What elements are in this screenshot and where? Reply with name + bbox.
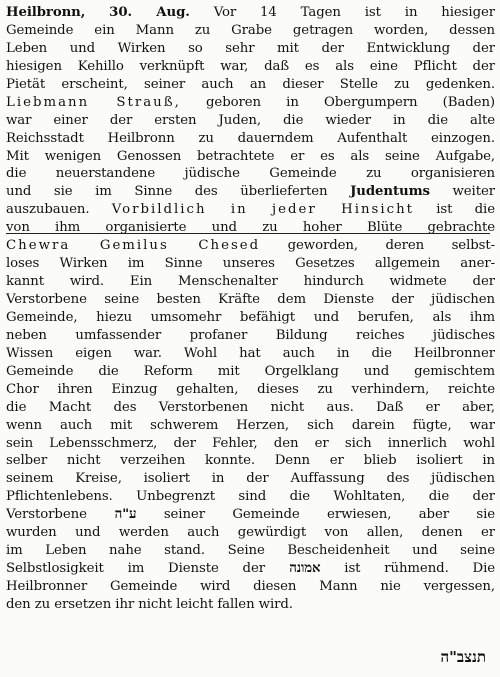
article-line: Reichsstadt Heilbronn zu dauerndem Aufenthalt einzogen.: [6, 130, 495, 146]
article-line: Leben und Wirken so sehr mit der Entwicklung der: [6, 40, 495, 56]
underline-rule: [6, 233, 490, 234]
line-text: weiter: [452, 184, 495, 200]
article-line: den zu ersetzen ihr nicht leicht fallen wird.: [6, 596, 293, 612]
article-line: Gemeinde, hiezu umsomehr befähigt und berufen, als ihm: [6, 309, 495, 325]
dateline-date: 30. Aug.: [109, 5, 190, 20]
article-line: die neuerstandene jüdische Gemeinde zu organisieren: [6, 166, 495, 182]
article-line: [6, 94, 495, 112]
line-text: auszubauen.: [6, 202, 90, 218]
article-line: im Leben nahe stand. Seine Bescheidenheit und seine: [6, 543, 495, 559]
article-line: kannt wird. Ein Menschenalter hindurch widmete der: [6, 274, 495, 290]
society-name: Chewra Gemilus Chesed: [6, 238, 261, 254]
hebrew-word-emunah: אמונה: [264, 561, 321, 577]
hebrew-abbreviation: ע"ה: [86, 507, 137, 523]
article-line: Mit wenigen Genossen betrachtete er es als seine Aufgabe,: [6, 148, 495, 164]
closing-blessing: תנצב"ה: [440, 648, 486, 666]
line-text: und sie im Sinne des überlieferten: [6, 184, 328, 200]
article-line: Verstorbene seine besten Kräfte dem Dienste der jüdischen: [6, 292, 495, 307]
line-text: geworden, deren selbst-: [260, 238, 495, 254]
article-line: hiesigen Kehillo verknüpft war, daß es als eine Pflicht der: [6, 58, 495, 74]
line-text: ist die: [414, 202, 495, 218]
article-line: sein Lebensschmerz, der Fehler, den er sich innerlich wohl: [6, 435, 495, 451]
article-line: wenn auch mit schwerem Herzen, sich darein fügte, war: [6, 417, 495, 433]
emphasis-judentums: Judentums: [350, 184, 430, 200]
article-line: [6, 183, 495, 201]
article-line: seinem Kreise, isoliert in der Auffassung des jüdischen: [6, 471, 495, 487]
dateline-place: Heilbronn,: [6, 5, 86, 20]
article-line: [6, 4, 495, 22]
article-line: Wissen eigen war. Wohl hat auch in die Heilbronner: [6, 345, 495, 361]
article-line: die Macht des Verstorbenen nicht aus. Daß er aber,: [6, 399, 495, 415]
article-line: Heilbronner Gemeinde wird diesen Mann nie vergessen,: [6, 579, 495, 594]
line-text: Verstorbene: [6, 507, 87, 523]
article-line: loses Wirken im Sinne unseres Gesetzes allgemein aner-: [6, 256, 495, 272]
article-line: selber nicht verzeihen konnte. Denn er blieb isoliert in: [6, 453, 495, 469]
obituary-article: [6, 4, 495, 614]
article-line: [6, 506, 495, 524]
article-line: [6, 560, 495, 578]
line-text: seiner Gemeinde erwiesen, aber sie: [136, 507, 495, 523]
line-text: ist rühmend. Die: [320, 561, 495, 577]
article-line: Pflichtenlebens. Unbegrenzt sind die Wohltaten, die der: [6, 489, 495, 505]
emphasis-vorbildlich: Vorbildlich in jeder Hinsicht: [111, 202, 414, 218]
article-line: [6, 201, 495, 219]
line-text: Vor 14 Tagen ist in hiesiger: [189, 5, 495, 20]
article-line: Gemeinde die Reform mit Orgelklang und gemischtem: [6, 363, 495, 379]
article-line: Chor ihren Einzug gehalten, dieses zu verhindern, reichte: [6, 381, 495, 397]
article-line: war einer der ersten Juden, die wieder in die alte: [6, 112, 495, 128]
article-line: Gemeinde ein Mann zu Grabe getragen worden, dessen: [6, 22, 495, 38]
line-text: geboren in Obergumpern (Baden): [180, 94, 495, 110]
article-line: wurden und werden auch gewürdigt von allen, denen er: [6, 525, 495, 541]
deceased-name: Liebmann Strauß,: [6, 94, 181, 110]
article-line: neben umfassender profaner Bildung reiches jüdisches: [6, 327, 495, 343]
article-line: von ihm organisierte und zu hoher Blüte gebrachte: [6, 220, 495, 236]
line-text: Selbstlosigkeit im Dienste der: [6, 561, 265, 577]
article-line: Pietät erscheint, seiner auch an dieser Stelle zu gedenken.: [6, 76, 495, 92]
article-line: [6, 237, 495, 255]
